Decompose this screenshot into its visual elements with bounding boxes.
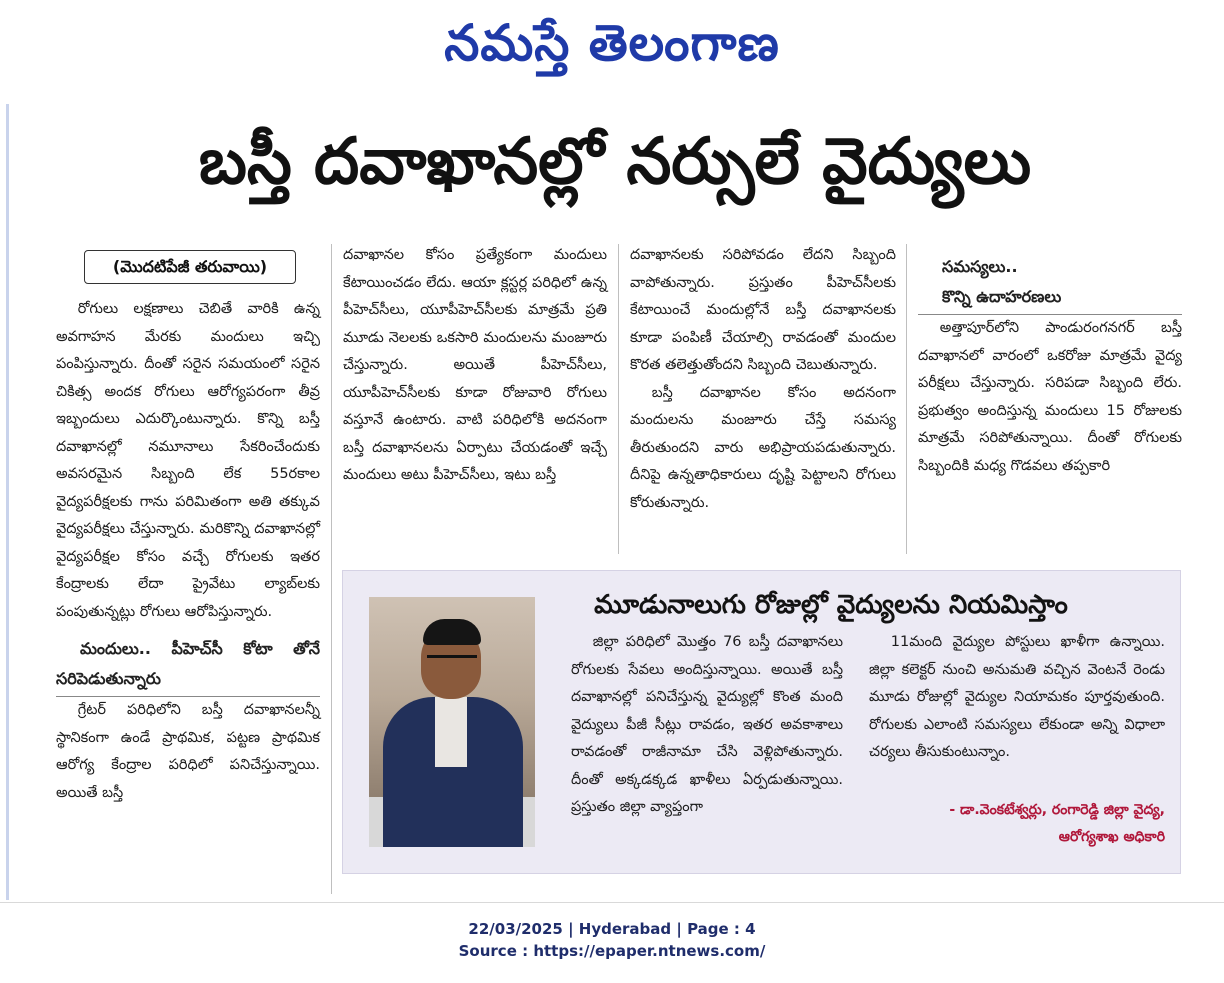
sidebar-column-2 (869, 629, 1165, 767)
official-signature: - డా.వెంకటేశ్వర్లు, రంగారెడ్డి జిల్లా వైద్య, ఆరోగ్యశాఖ అధికారి (949, 802, 1165, 845)
official-photo (369, 597, 535, 847)
left-margin-rule (6, 104, 9, 900)
column-divider-1 (331, 244, 332, 894)
sidebar-column-1 (571, 629, 843, 822)
col4-subhead-1: సమస్యలు.. (942, 257, 1018, 276)
column-divider-3 (906, 244, 907, 554)
sidebar-paragraph-1: జిల్లా పరిధిలో మొత్తం 76 బస్తీ దవాఖానలు రోగులకు సేవలు అందిస్తున్నాయి. అయితే బస్తీ దవాఖానల్లో పనిచేస్తున్న వైద్యుల్లో కొంత మంది వైద్యులు పీజీ సీట్లు రావడం, ఇతర అవకాశాలు రావడంతో రాజీనామా చేసి వెళ్లిపోతున్నారు. దీంతో అక్కడక్కడ ఖాళీలు ఏర్పడుతున్నాయి. ప్రస్తుతం జిల్లా వ్యాప్తంగా (571, 634, 843, 815)
footer-source-link[interactable]: Source : https://epaper.ntnews.com/ (458, 942, 766, 960)
col3-paragraph-1: దవాఖానలకు సరిపోవడం లేదని సిబ్బంది వాపోతున్నారు. ప్రస్తుతం పీహెచ్‌సీలకు కేటాయించే మందుల్లోనే బస్తీ దవాఖానలకు కూడా పంపిణీ చేయాల్సి రావడంతో మందుల కొరత తలెత్తుతోందని సిబ్బంది చెబుతున్నారు. (630, 247, 896, 373)
article-column-2 (343, 242, 607, 490)
article-column-3 (630, 242, 896, 517)
headline: బస్తీ దవాఖానల్లో నర్సులే వైద్యులు (198, 125, 1032, 199)
sidebar-story-box (342, 570, 1181, 874)
col3-paragraph-2: బస్తీ దవాఖానల కోసం అదనంగా మందులను మంజూరు చేస్తే సమస్య తీరుతుందని వారు అభిప్రాయపడుతున్నారు. దీనిపై ఉన్నతాధికారులు దృష్టి పెట్టాలని రోగులు కోరుతున్నారు. (630, 384, 896, 511)
col2-paragraph-1: దవాఖానల కోసం ప్రత్యేకంగా మందులు కేటాయించడం లేదు. ఆయా క్లస్టర్ల పరిధిలో ఉన్న పీహెచ్‌సీలు, యూపీహెచ్‌సీలకు మాత్రమే ప్రతి మూడు నెలలకు ఒకసారి మందులను మంజూరు చేస్తున్నారు. అయితే పీహెచ్‌సీలు, యూపీహెచ్‌సీలకు కూడా రోజువారి రోగులు వస్తూనే ఉంటారు. వాటి పరిధిలోకి అదనంగా బస్తీ దవాఖానలను ఏర్పాటు చేయడంతో ఇచ్చే మందులు అటు పీహెచ్‌సీలు, ఇటు బస్తీ (343, 247, 607, 483)
footer (0, 918, 1224, 962)
col4-subhead-2: కొన్ని ఉదాహరణలు (918, 282, 1182, 315)
sidebar-paragraph-2: 11మంది వైద్యుల పోస్టులు ఖాళీగా ఉన్నాయి. జిల్లా కలెక్టర్ నుంచి అనుమతి వచ్చిన వెంటనే రెండు మూడు రోజుల్లో వైద్యుల నియామకం పూర్తవుతుంది. రోగులకు ఎలాంటి సమస్యలు లేకుండా అన్ని విధాలా చర్యలు తీసుకుంటున్నాం. (869, 634, 1165, 760)
col1-subhead: మందులు.. పీహెచ్‌సీ కోటా తోనే సరిపెడుతున్నారు (56, 634, 320, 697)
col4-paragraph-1: అత్తాపూర్‌లోని పాండురంగనగర్ బస్తీ దవాఖానలో వారంలో ఒకరోజు మాత్రమే వైద్య పరీక్షలు చేస్తున్నారు. సరిపడా సిబ్బంది లేరు. ప్రభుత్వం అందిస్తున్న మందులు 15 రోజులకు మాత్రమే సరిపోతున్నాయి. దీంతో రోగులకు సిబ్బందికి మధ్య గొడవలు తప్పకారి (918, 320, 1182, 474)
masthead-logo: నమస్తే తెలంగాణ (444, 14, 780, 72)
column-divider-2 (618, 244, 619, 554)
continued-from-front-label: (మొదటిపేజీ తరువాయి) (84, 250, 296, 284)
footer-date-page: 22/03/2025 | Hyderabad | Page : 4 (468, 920, 756, 938)
footer-divider (0, 902, 1224, 903)
article-column-4 (918, 252, 1182, 480)
col1-paragraph-1: రోగులు లక్షణాలు చెబితే వారికి ఉన్న అవగాహన మేరకు మందులు ఇచ్చి పంపిస్తున్నారు. దీంతో సరైన సమయంలో సరైన చికిత్స అందక రోగులు ఆరోగ్యపరంగా తీవ్ర ఇబ్బందులు ఎదుర్కొంటున్నారు. కొన్ని బస్తీ దవాఖానల్లో నమూనాలు సేకరించేందుకు అవసరమైన సిబ్బంది లేక 55రకాల వైద్యపరీక్షలకు గాను పరిమితంగా అతి తక్కువ వైద్యపరీక్షలు చేస్తున్నారు. మరికొన్ని దవాఖానల్లో వైద్యపరీక్షల కోసం వచ్చే రోగులకు ఇతర కేంద్రాలకు లేదా ప్రైవేటు ల్యాబ్‌లకు పంపుతున్నట్లు రోగులు ఆరోపిస్తున్నారు. (56, 301, 320, 620)
sidebar-story-title: మూడునాలుగు రోజుల్లో వైద్యులను నియమిస్తాం (594, 590, 1068, 620)
article-column-1 (56, 296, 320, 807)
col1-paragraph-2: గ్రేటర్ పరిధిలోని బస్తీ దవాఖానలన్నీ స్థానికంగా ఉండే ప్రాథమిక, పట్టణ ప్రాథమిక ఆరోగ్య కేంద్రాల పరిధిలో పనిచేస్తున్నాయి. అయితే బస్తీ (56, 702, 320, 801)
